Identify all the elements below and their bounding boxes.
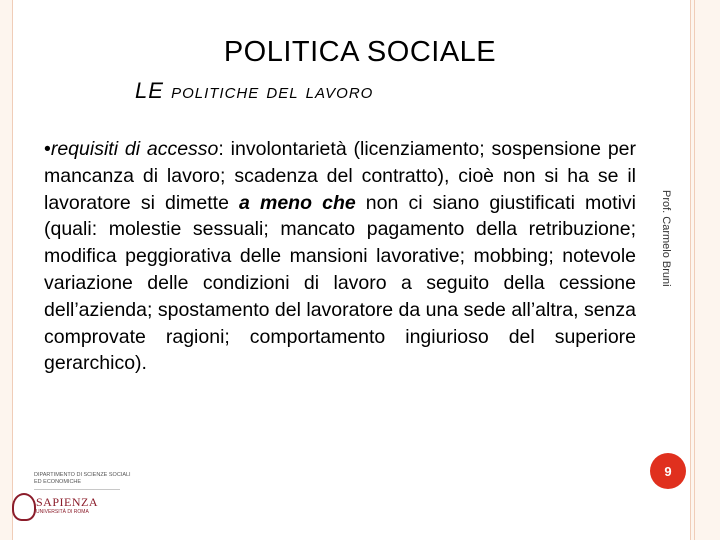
body-part-2: non ci siano giustificati motivi (quali: molestie sessuali; mancato pagamento della retribuzione; modifica peggiorativa delle mansioni lavorative; mobbing; notevole variazione delle condizioni di lavoro a seguito della cessione dell’azienda; spostamento del lavoratore da una sede all’altra, senza comprovate ragioni; comportamento ingiurioso del superiore gerarchico). [44,191,636,375]
subtitle-e: E [148,78,164,103]
department-logo [34,472,144,486]
body-emphasis: a meno che [239,191,356,214]
sapienza-seal-icon [12,493,36,521]
subtitle-initial: L [135,78,149,103]
slide-title: POLITICA SOCIALE [223,36,497,68]
author-vertical-label: Prof. Carmelo Bruni [660,190,672,287]
right-rule-outer [694,0,695,540]
slide-subtitle [135,78,373,104]
body-part-1: : involontarietà (licenziamento; sospensione per mancanza di lavoro; scadenza del contratto), cioè non si ha se il lavoratore si dimette [44,138,636,214]
department-line-2: ED ECONOMICHE [34,479,82,485]
bullet-lead: requisiti di accesso [50,138,219,160]
page-number-badge [650,453,686,489]
logo-divider [34,489,120,490]
subtitle-rest: politiche del lavoro [171,78,374,103]
body-paragraph [44,136,636,377]
right-rule [690,0,691,540]
bullet-marker: • [44,138,51,160]
university-subtitle: UNIVERSITÀ DI ROMA [36,509,89,515]
page-number: 9 [664,463,672,479]
department-line-1: DIPARTIMENTO DI SCIENZE SOCIALI [34,472,131,478]
university-name: SAPIENZA [36,495,99,509]
